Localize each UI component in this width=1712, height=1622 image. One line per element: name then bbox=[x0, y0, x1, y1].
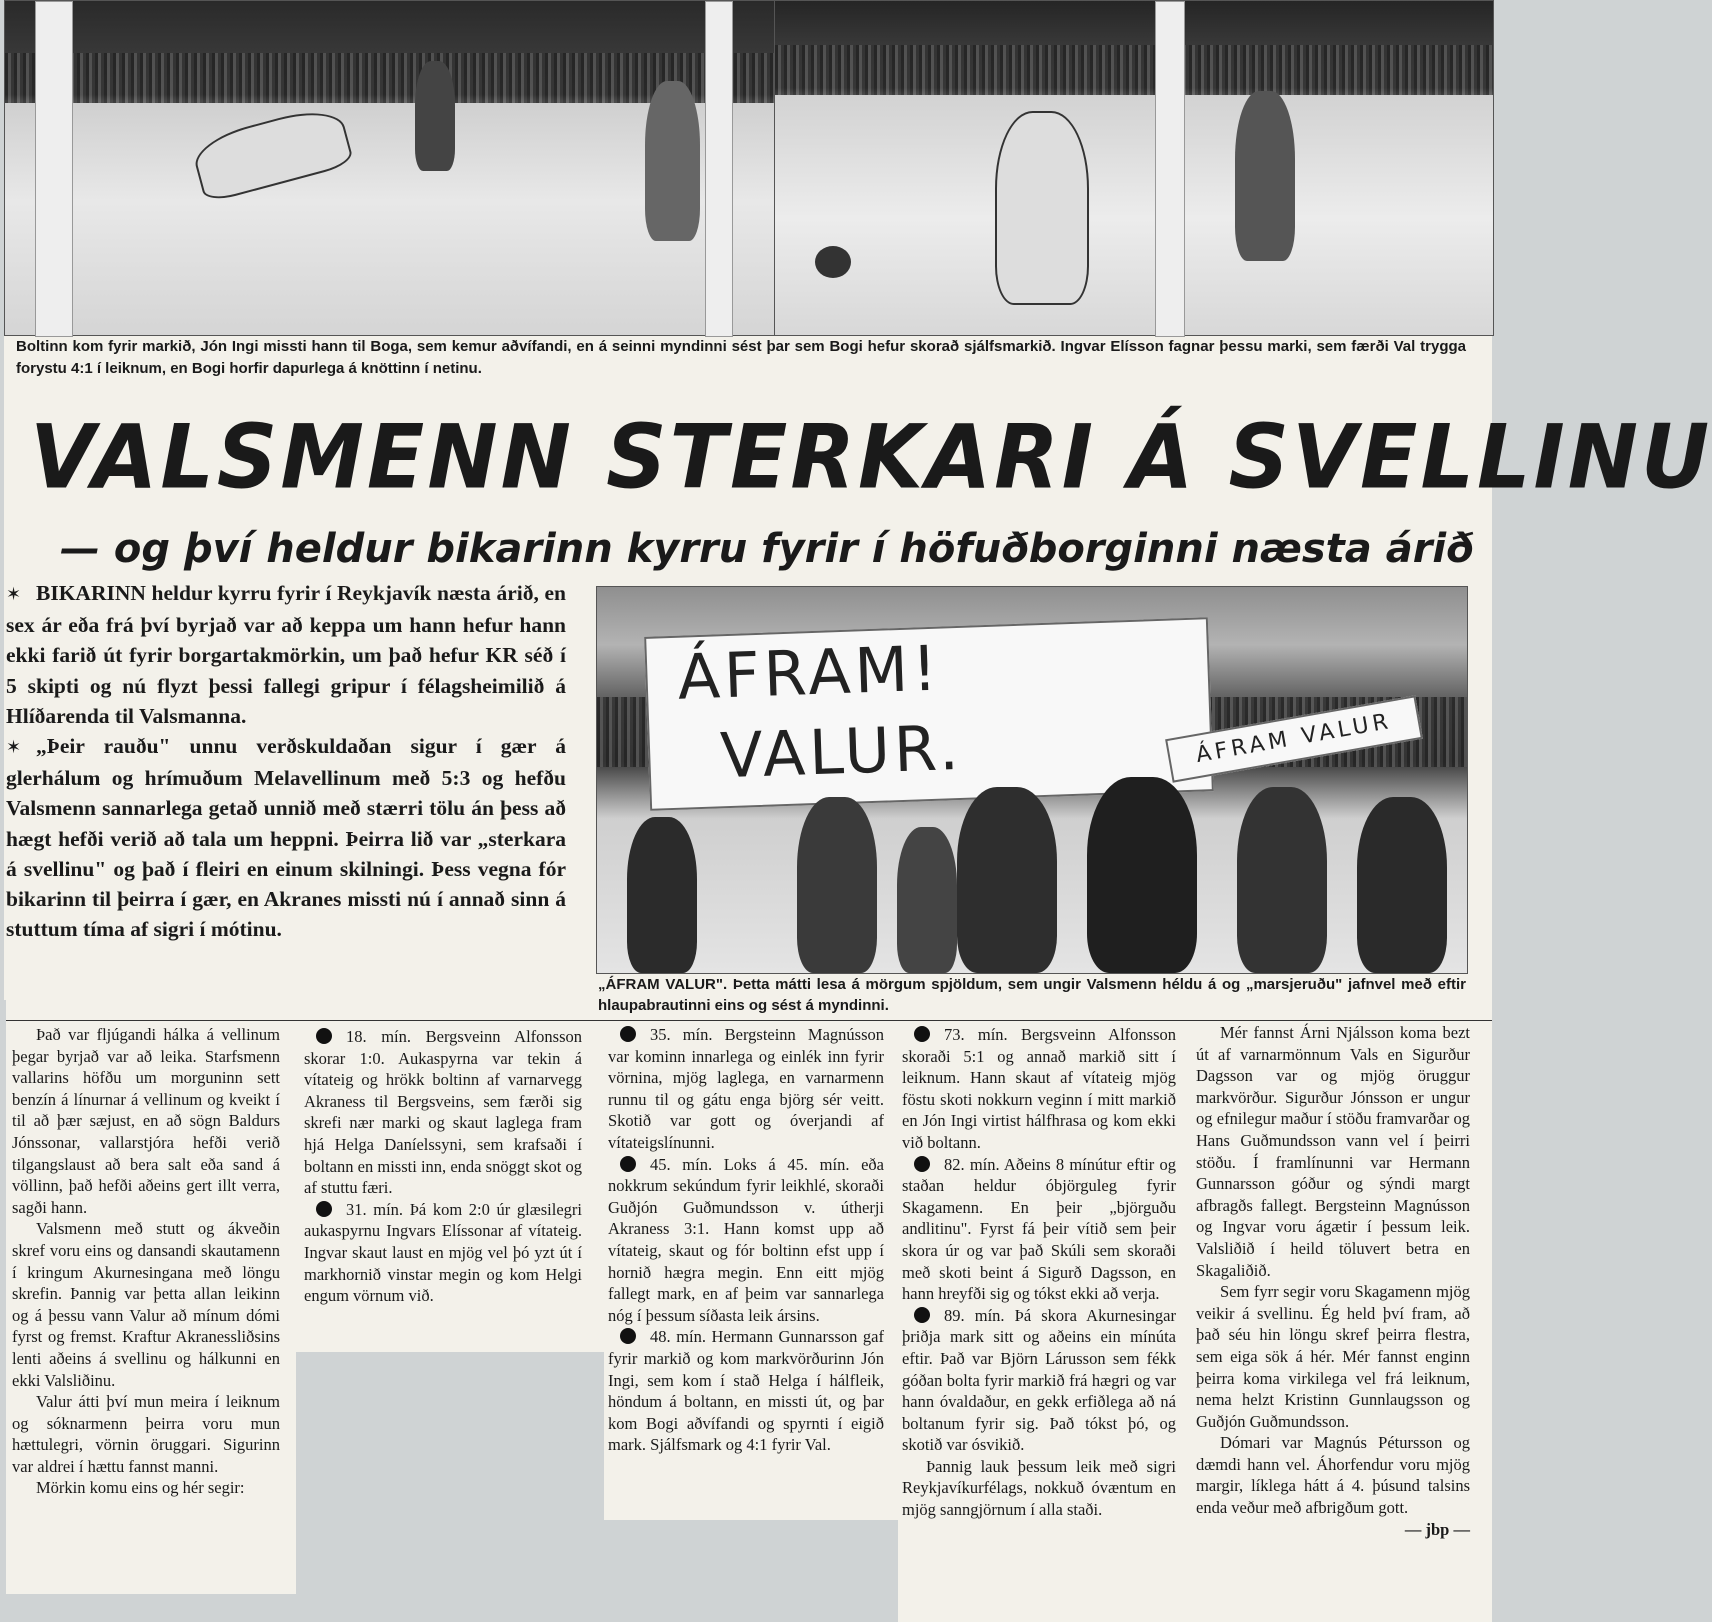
diving-goalkeeper bbox=[189, 102, 354, 204]
goal-entry: 45. mín. Loks á 45. mín. eða nokkrum sekúndum fyrir leikhlé, skoraði Guðjón Guðmundsson v. útherji Akraness 3:1. Hann komst upp að vítateig, skaut og fór boltinn efst upp í hornið hægra megin. Enn eitt mjög fallegt mark, en af þeim var sannarlega nóg í þessum síðasta leik ársins. bbox=[608, 1154, 884, 1325]
article-column-5 bbox=[1196, 1022, 1470, 1540]
goal-entry: 89. mín. Þá skora Akurnesingar þriðja mark sitt og aðeins ein mínúta eftir. Það var Björn Lárusson sem fékk góðan bolta fyrir markið frá hægri og var hann óvaldaður, en gekk erfiðlega að ná boltanum fyrir sig. Það tókst þó, og skotið var ósvikið. bbox=[902, 1305, 1176, 1455]
paragraph: Valur átti því mun meira í leiknum og sóknarmenn þeirra voru mun hættulegri, vörnin öruggari. Sigurinn var aldrei í hættu fannst manni. bbox=[12, 1392, 280, 1476]
goal-post bbox=[1155, 1, 1185, 337]
article-column-1 bbox=[12, 1024, 280, 1499]
small-banner: ÁFRAM VALUR bbox=[1165, 695, 1423, 782]
paragraph: Þannig lauk þessum leik með sigri Reykjavíkurfélags, nokkuð óvæntum en mjög sanngjörnum í alla staði. bbox=[902, 1456, 1176, 1520]
goalkeeper bbox=[995, 111, 1089, 305]
goal-entry: 82. mín. Aðeins 8 mínútur eftir og staðan heldur óbjörguleg fyrir Skagamenn. En þeir „björguðu andlitinu". Fyrst fá þeir vítið sem þeir skora úr og var það Skúli sem skoraði með skoti beint á Sigurð Dagsson, en hann hreyfði sig og tókst ekki að verja. bbox=[902, 1154, 1176, 1304]
bullet-icon bbox=[914, 1307, 930, 1323]
article-column-4 bbox=[902, 1024, 1176, 1521]
fans-photo bbox=[596, 586, 1468, 974]
subheadline: — og því heldur bikarinn kyrru fyrir í höfuðborginni næsta árið bbox=[60, 526, 1474, 572]
fan bbox=[1357, 797, 1447, 973]
paragraph: Sem fyrr segir voru Skagamenn mjög veikir á svellinu. Ég held því fram, að það séu hin löngu skref þeirra flestra, sem eiga sök á hér. Mér fannst enginn þeirra koma virkilega vel frá leiknum, nema helzt Kristinn Gunnlaugsson og Guðjón Guðmundsson. bbox=[1196, 1282, 1470, 1431]
bullet-icon bbox=[914, 1026, 930, 1042]
paragraph: Mér fannst Árni Njálsson koma bezt út af varnarmönnum Vals en Sigurður Dagsson var og mjög öruggur markvörður. Sigurður Jónsson er ungur og efnilegur maður í stöðu framvarðar og Hans Guðmundsson vann vel í þeirri stöðu. Í framlínunni var Hermann Gunnarsson góður og sýndi margt afbragðs fallegt. Bergsteinn Magnússon og Ingvar voru ágætir í þessum leik. Valsliðið í heild töluvert betra en Skagaliðið. bbox=[1196, 1023, 1470, 1280]
fans-photo-caption: „ÁFRAM VALUR". Þetta mátti lesa á mörgum spjöldum, sem ungir Valsmenn héldu á og „marsjeruðu" jafnvel með eftir hlaupabrautinni eins og sést á myndinni. bbox=[598, 976, 1466, 1014]
ball bbox=[815, 246, 851, 278]
banner-line: VALUR. bbox=[719, 710, 964, 793]
player-celebrating bbox=[1235, 91, 1295, 261]
fan bbox=[1087, 777, 1197, 973]
paragraph: Mörkin komu eins og hér segir: bbox=[36, 1478, 245, 1498]
goal-entry: 18. mín. Bergsveinn Alfonsson skorar 1:0. Aukaspyrna var tekin á vítateig og hrökk boltinn af varnarvegg Akraness til Bergsveins, sem færði sig skrefi nær marki og skaut laglega fram hjá Helga Daníelssyni, sem krafsaði í boltann en missti inn, enda snöggt skot og af stuttu færi. bbox=[304, 1027, 582, 1198]
divider bbox=[6, 1020, 1492, 1021]
article-column-2 bbox=[304, 1026, 582, 1307]
lead-paragraphs bbox=[6, 578, 566, 944]
goal-entry: 31. mín. Þá kom 2:0 úr glæsilegri aukaspyrnu Ingvars Elíssonar af vítateig. Ingvar skaut laust en mjög vel þó yzt út í markhornið vinstar megin og kom Helgi engum vörnum við. bbox=[304, 1199, 582, 1306]
star-icon: ✶ bbox=[6, 737, 22, 759]
top-photo-caption: Boltinn kom fyrir markið, Jón Ingi missti hann til Boga, sem kemur aðvífandi, en á seinni myndinni sést þar sem Bogi hefur skorað sjálfsmarkið. Ingvar Elísson fagnar þessu marki, sem færði Val trygga forystu 4:1 í leiknum, en Bogi horfir dapurlega á knöttinn í netinu. bbox=[16, 338, 1466, 377]
bullet-icon bbox=[620, 1156, 636, 1172]
bullet-icon bbox=[620, 1328, 636, 1344]
headline: VALSMENN STERKARI Á SVELLINU bbox=[30, 405, 1712, 509]
lead-paragraph: ✶ BIKARINN heldur kyrru fyrir í Reykjavík næsta árið, en sex ár eða frá því byrjað var að keppa um hann hefur hann ekki farið út fyrir borgartakmörkin, um það hefur KR séð í 5 skipti og nú flyzt þessi fallegi gripur í félagsheimilið á Hlíðarenda til Valsmanna. bbox=[6, 581, 566, 728]
match-photo-left bbox=[4, 0, 776, 336]
article-column-3 bbox=[608, 1024, 884, 1456]
byline: — jbp — bbox=[1404, 1519, 1470, 1539]
bullet-icon bbox=[316, 1201, 332, 1217]
fan bbox=[897, 827, 957, 973]
goal-entry: 73. mín. Bergsveinn Alfonsson skoraði 5:1 og annað markið sitt í leiknum. Hann skaut af vítateig mjög föstu skoti nokkurn veginn í mitt markið en Jón Ingi virtist hálfhrasa og kom ekki við boltann. bbox=[902, 1025, 1176, 1152]
paragraph: Dómari var Magnús Pétursson og dæmdi hann vel. Áhorfendur voru mjög margir, líklega hátt á 4. þúsund talsins enda veður með afbrigðum gott. bbox=[1196, 1433, 1470, 1518]
lead-paragraph: ✶ „Þeir rauðu" unnu verðskuldaðan sigur í gær á glerhálum og hrímuðum Melavellinum með 5:3 og hefðu Valsmenn sannarlega getað unnið með stærri tölu án þess að hægt hefði verið að tala um heppni. Þeirra lið var „sterkara á svellinu" og það í fleiri en einum skilningi. Þess vegna fór bikarinn til þeirra í gær, en Akranes missti nú í annað sinn á stuttum tíma af sigri í mótinu. bbox=[6, 734, 566, 942]
match-photo-right bbox=[774, 0, 1494, 336]
fan bbox=[957, 787, 1057, 973]
goal-entry: 35. mín. Bergsteinn Magnússon var kominn innarlega og einlék inn fyrir vörnina, mjög laglega, en varnarmenn runnu til og gátu enga björg sér veitt. Skotið var gott og óverjandi af vítateigslínunni. bbox=[608, 1025, 884, 1152]
banner-line: ÁFRAM! bbox=[676, 631, 943, 714]
paragraph: Það var fljúgandi hálka á vellinum þegar byrjað var að leika. Starfsmenn vallarins höfðu um morguninn sett benzín á línurnar á vellinum og kveikt í til að þær sæjust, en að sögn Baldurs Jónssonar, vallarstjóra hefði verið tilgangslaust að bera salt eða sand á völlinn, það hefði aðeins gert illt verra, sagði hann. bbox=[12, 1025, 280, 1217]
goal-post bbox=[35, 1, 73, 337]
player bbox=[415, 61, 455, 171]
player bbox=[645, 81, 700, 241]
bullet-icon bbox=[914, 1156, 930, 1172]
goal-entry: 48. mín. Hermann Gunnarsson gaf fyrir markið og kom markvörðurinn Jón Ingi, sem kom í stað Helga í hálfleik, höndum á boltann, en missti út, og þar kom Bogi aðvífandi og spyrnti í eigið mark. Sjálfsmark og 4:1 fyrir Val. bbox=[608, 1327, 884, 1455]
bullet-icon bbox=[316, 1028, 332, 1044]
fan bbox=[1237, 787, 1327, 973]
fan bbox=[627, 817, 697, 973]
star-icon: ✶ bbox=[6, 584, 22, 605]
bullet-icon bbox=[620, 1026, 636, 1042]
goal-post bbox=[705, 1, 733, 337]
paragraph: Valsmenn með stutt og ákveðin skref voru eins og dansandi skautamenn í kringum Akurnesingana með löngu skrefin. Þannig var þetta allan leikinn og á þessu vann Valur að mínum dómi fyrst og fremst. Kraftur Akranessliðsins lenti aðeins á svellinu og hálkunni en ekki Valsliðinu. bbox=[12, 1219, 280, 1390]
crowd bbox=[775, 45, 1493, 95]
fan bbox=[797, 797, 877, 973]
